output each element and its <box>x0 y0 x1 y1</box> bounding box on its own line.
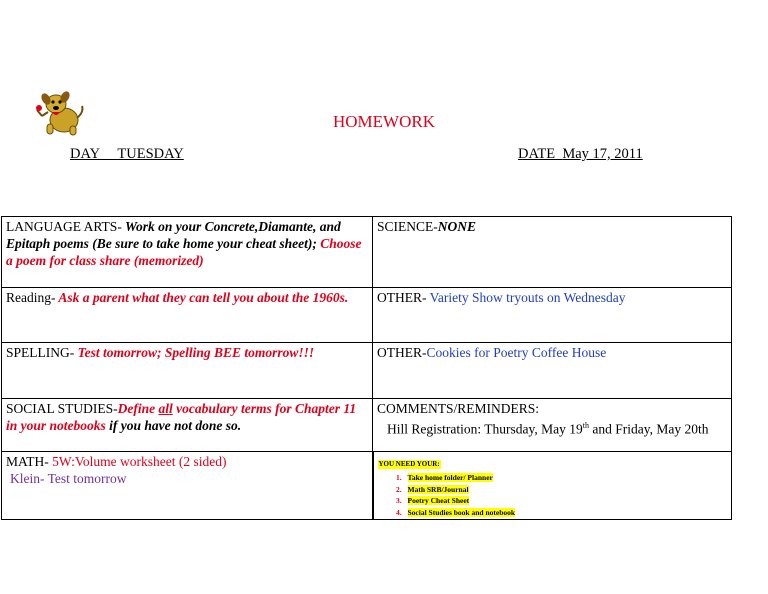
spelling-label: SPELLING- <box>6 345 75 360</box>
reading-label: Reading- <box>6 290 56 305</box>
reading-cell <box>2 288 373 343</box>
social-studies-text-b: vocabulary terms for Chapter 11 in your notebooks <box>6 401 357 433</box>
other1-value: Variety Show tryouts on Wednesday <box>426 290 626 305</box>
comments-sup: th <box>582 421 589 430</box>
science-value: NONE <box>437 219 477 234</box>
page-title: HOMEWORK <box>333 112 435 131</box>
day-label: DAY <box>70 146 100 162</box>
social-studies-cell <box>2 399 373 452</box>
other2-value: Cookies for Poetry Coffee House <box>426 345 607 360</box>
social-studies-label: SOCIAL STUDIES- <box>6 401 118 416</box>
klein-note: Klein- Test tomorrow <box>10 471 127 486</box>
list-item: 4. Social Studies book and notebook <box>404 507 728 519</box>
you-need-cell <box>373 452 732 520</box>
you-need-title: YOU NEED YOUR: <box>378 460 440 468</box>
language-arts-label: LANGUAGE ARTS- <box>6 219 122 234</box>
math-cell <box>2 452 373 520</box>
list-item: 2. Math SRB/Journal <box>404 484 728 496</box>
language-arts-cell <box>2 217 373 288</box>
list-item: 1. Take home folder/ Planner <box>404 472 728 484</box>
homework-table <box>1 216 732 520</box>
spelling-cell <box>2 343 373 399</box>
comments-label: COMMENTS/REMINDERS: <box>377 401 540 416</box>
comments-line-a: Hill Registration: Thursday, May 19 <box>387 421 583 437</box>
list-item: 3. Poetry Cheat Sheet <box>404 495 728 507</box>
you-need-list <box>378 472 728 518</box>
date-label: DATE <box>518 146 556 162</box>
day-value: TUESDAY <box>117 146 184 162</box>
spelling-value: Test tomorrow; Spelling BEE tomorrow!!! <box>74 345 315 360</box>
language-arts-share: Choose a poem for class share (memorized) <box>6 236 362 268</box>
other1-cell <box>373 288 732 343</box>
other2-label: OTHER- <box>377 345 427 360</box>
comments-line-b: and Friday, May 20th <box>588 421 709 437</box>
social-studies-text-a: Define <box>117 401 159 416</box>
comments-cell <box>373 399 732 452</box>
other2-cell <box>373 343 732 399</box>
social-studies-text-c: if you have not done so. <box>105 418 242 433</box>
math-value: 5W:Volume worksheet (2 sided) <box>48 454 227 469</box>
language-arts-text: Work on your Concrete,Diamante, and Epitaph poems (Be sure to take home your cheat sheet); <box>6 219 341 251</box>
science-cell <box>373 217 732 288</box>
social-studies-all: all <box>158 401 173 416</box>
science-label: SCIENCE- <box>377 219 438 234</box>
math-label: MATH- <box>6 454 49 469</box>
day-line <box>70 146 184 163</box>
comments-text <box>377 417 727 438</box>
other1-label: OTHER- <box>377 290 427 305</box>
date-value: May 17, 2011 <box>562 146 643 162</box>
reading-value: Ask a parent what they can tell you about the 1960s. <box>55 290 349 305</box>
date-line <box>518 146 643 163</box>
